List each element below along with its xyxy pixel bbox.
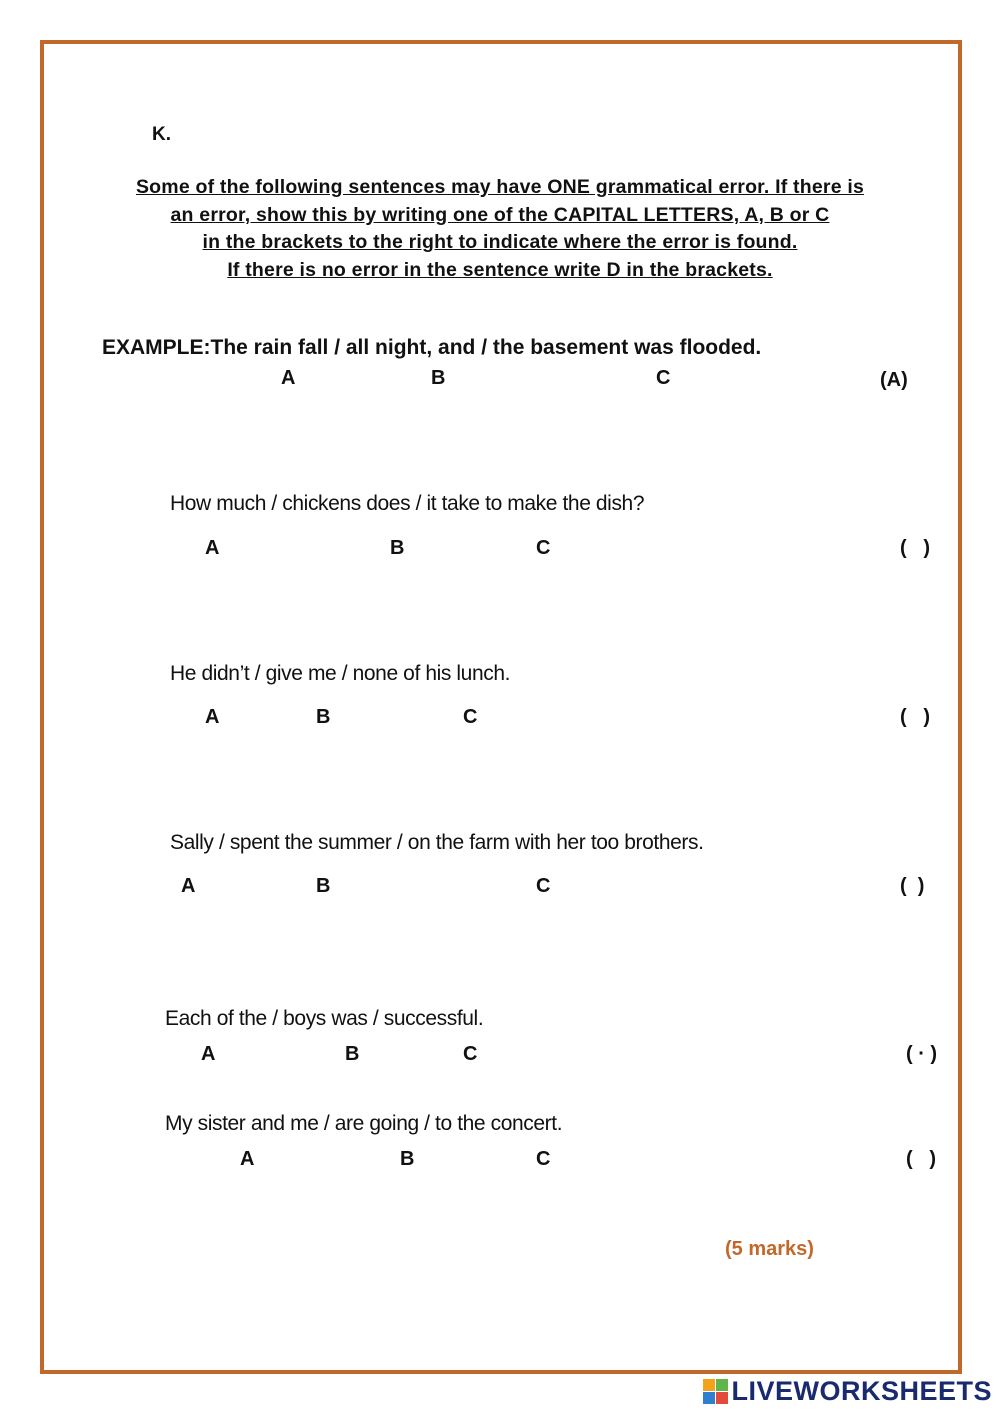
question-sentence: He didn’t / give me / none of his lunch.: [170, 662, 511, 685]
instruction-line: Some of the following sentences may have ONE grammatical error. If there is: [135, 176, 865, 198]
section-label: K.: [152, 124, 171, 145]
answer-bracket[interactable]: ( ): [900, 706, 930, 728]
option-a: A: [205, 706, 220, 728]
option-b: B: [316, 875, 331, 897]
marks-label: (5 marks): [725, 1238, 814, 1260]
example-answer: (A): [880, 369, 908, 391]
option-c: C: [536, 1148, 551, 1170]
liveworksheets-logo: [703, 1376, 992, 1407]
option-b: B: [345, 1043, 360, 1065]
example-prefix: EXAMPLE:: [102, 336, 211, 359]
option-c: C: [463, 1043, 478, 1065]
option-c: C: [536, 537, 551, 559]
example-text: The rain fall / all night, and / the basement was flooded.: [210, 336, 762, 359]
example-letter-c: C: [656, 367, 671, 389]
option-a: A: [205, 537, 220, 559]
answer-bracket[interactable]: ( · ): [906, 1043, 938, 1065]
answer-bracket[interactable]: ( ): [900, 875, 925, 897]
liveworksheets-logo-icon: [703, 1379, 728, 1404]
option-c: C: [536, 875, 551, 897]
example-letter-b: B: [431, 367, 446, 389]
option-a: A: [240, 1148, 255, 1170]
instruction-line: an error, show this by writing one of the CAPITAL LETTERS, A, B or C: [170, 204, 830, 226]
option-a: A: [181, 875, 196, 897]
option-b: B: [316, 706, 331, 728]
answer-bracket[interactable]: ( ): [900, 537, 930, 559]
question-sentence: How much / chickens does / it take to make the dish?: [170, 492, 645, 515]
instruction-line: If there is no error in the sentence write D in the brackets.: [227, 259, 773, 281]
question-sentence: Sally / spent the summer / on the farm with her too brothers.: [170, 831, 704, 854]
answer-bracket[interactable]: ( ): [906, 1148, 936, 1170]
example-letter-a: A: [281, 367, 296, 389]
option-b: B: [400, 1148, 415, 1170]
example-sentence: [102, 336, 761, 360]
instruction-line: in the brackets to the right to indicate where the error is found.: [202, 231, 798, 253]
option-a: A: [201, 1043, 216, 1065]
liveworksheets-wordmark: LIVEWORKSHEETS: [731, 1376, 992, 1406]
question-sentence: Each of the / boys was / successful.: [165, 1007, 484, 1030]
question-sentence: My sister and me / are going / to the concert.: [165, 1112, 563, 1135]
option-b: B: [390, 537, 405, 559]
option-c: C: [463, 706, 478, 728]
